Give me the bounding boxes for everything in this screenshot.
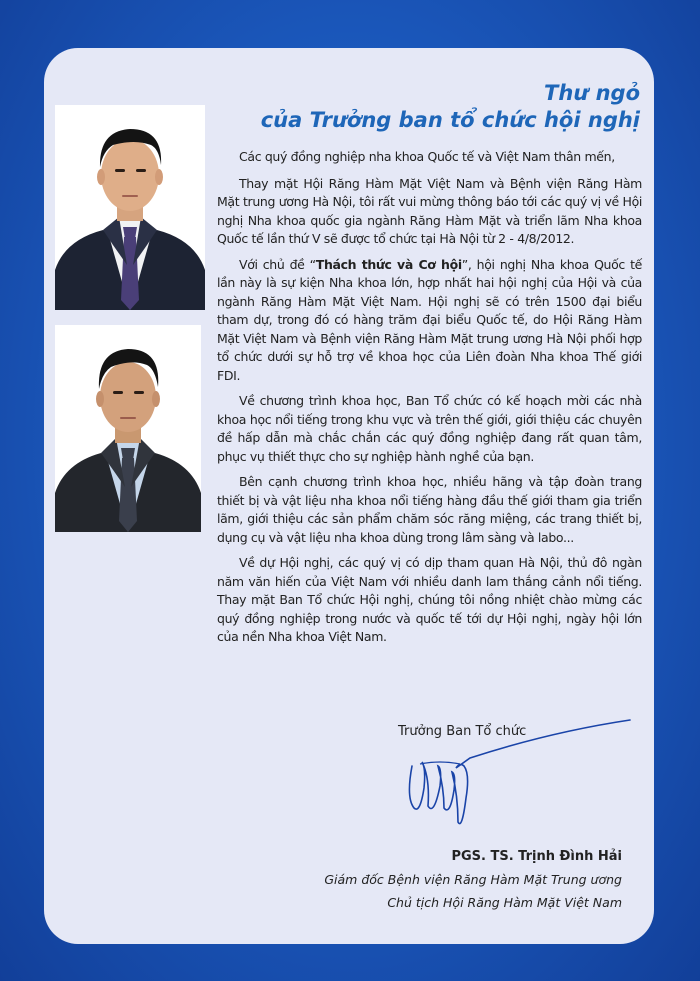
letter-paragraph-1: Thay mặt Hội Răng Hàm Mặt Việt Nam và Bệnh viện Răng Hàm Mặt trung ương Hà Nội, tôi rất vui mừng thông báo tới các quý vị về Hội nghị Nha khoa quốc gia ngành Răng Hàm Mặt và triển lãm Nha khoa Quốc tế lần thứ V sẽ được tổ chức tại Hà Nội từ 2 - 4/8/2012. bbox=[217, 175, 642, 246]
handwritten-signature bbox=[400, 718, 635, 838]
paragraph-2-rest: ”, hội nghị Nha khoa Quốc tế lần này là sự kiện Nha khoa lớn, hợp nhất hai hội nghị của Hội và của ngành Răng Hàm Mặt Việt Nam. Hội nghị sẽ có trên 1500 đại biểu tham dự, trong đó có hàng trăm đại biểu Quốc tế, do Hội Răng Hàm Mặt Việt Nam và Bệnh viện Răng Hàm Mặt trung ương Hà Nội phối hợp tổ chức dưới sự hỗ trợ về khoa học của Liên đoàn Nha khoa Thế giới FDI. bbox=[217, 256, 642, 383]
title-line-1: Thư ngỏ bbox=[544, 81, 640, 105]
portrait-1-illustration bbox=[55, 105, 205, 310]
letter-greeting: Các quý đồng nghiệp nha khoa Quốc tế và Việt Nam thân mến, bbox=[239, 149, 615, 164]
letter-paragraph-2 bbox=[217, 256, 642, 386]
letter-paragraph-4: Bên cạnh chương trình khoa học, nhiều hãng và tập đoàn trang thiết bị và vật liệu nha khoa nổi tiếng hàng đầu thế giới tham gia triển lãm, giới thiệu các sản phẩm chăm sóc răng miệng, các trang thiết bị, dụng cụ và vật liệu nha khoa dùng trong lâm sàng và labo... bbox=[217, 474, 642, 545]
portrait-photo-2 bbox=[55, 325, 201, 532]
title-line-2: của Trưởng ban tổ chức hội nghị bbox=[260, 108, 640, 132]
signer-role-1: Giám đốc Bệnh viện Răng Hàm Mặt Trung ương bbox=[324, 872, 622, 887]
signer-name: PGS. TS. Trịnh Đình Hải bbox=[451, 849, 622, 864]
theme-name: Thách thức và Cơ hội bbox=[315, 256, 462, 272]
letter-paragraph-5: Về dự Hội nghị, các quý vị có dịp tham quan Hà Nội, thủ đô ngàn năm văn hiến của Việt Nam với nhiều danh lam thắng cảnh nổi tiếng. Thay mặt Ban Tổ chức Hội nghị, chúng tôi nồng nhiệt chào mừng các quý đồng nghiệp trong nước và quốc tế tới dự Hội nghị, ngày hội lớn của nền Nha khoa Việt Nam. bbox=[217, 555, 642, 644]
theme-quote-open: Với chủ đề “ bbox=[239, 256, 316, 272]
letter-title bbox=[261, 80, 640, 134]
signer-role-2: Chủ tịch Hội Răng Hàm Mặt Việt Nam bbox=[387, 895, 622, 910]
signature-label: Trưởng Ban Tổ chức bbox=[398, 724, 527, 739]
letter-body bbox=[217, 148, 642, 654]
portrait-photo-1 bbox=[55, 105, 205, 310]
letter-paragraph-3: Về chương trình khoa học, Ban Tổ chức có kế hoạch mời các nhà khoa học nổi tiếng trong khu vực và trên thế giới, giới thiệu các chuyên đề hấp dẫn mà chắc chắn các quý đồng nghiệp đang rất quan tâm, phục vụ thiết thực cho sự nghiệp hành nghề của bạn. bbox=[217, 393, 642, 464]
portrait-2-illustration bbox=[55, 325, 201, 532]
